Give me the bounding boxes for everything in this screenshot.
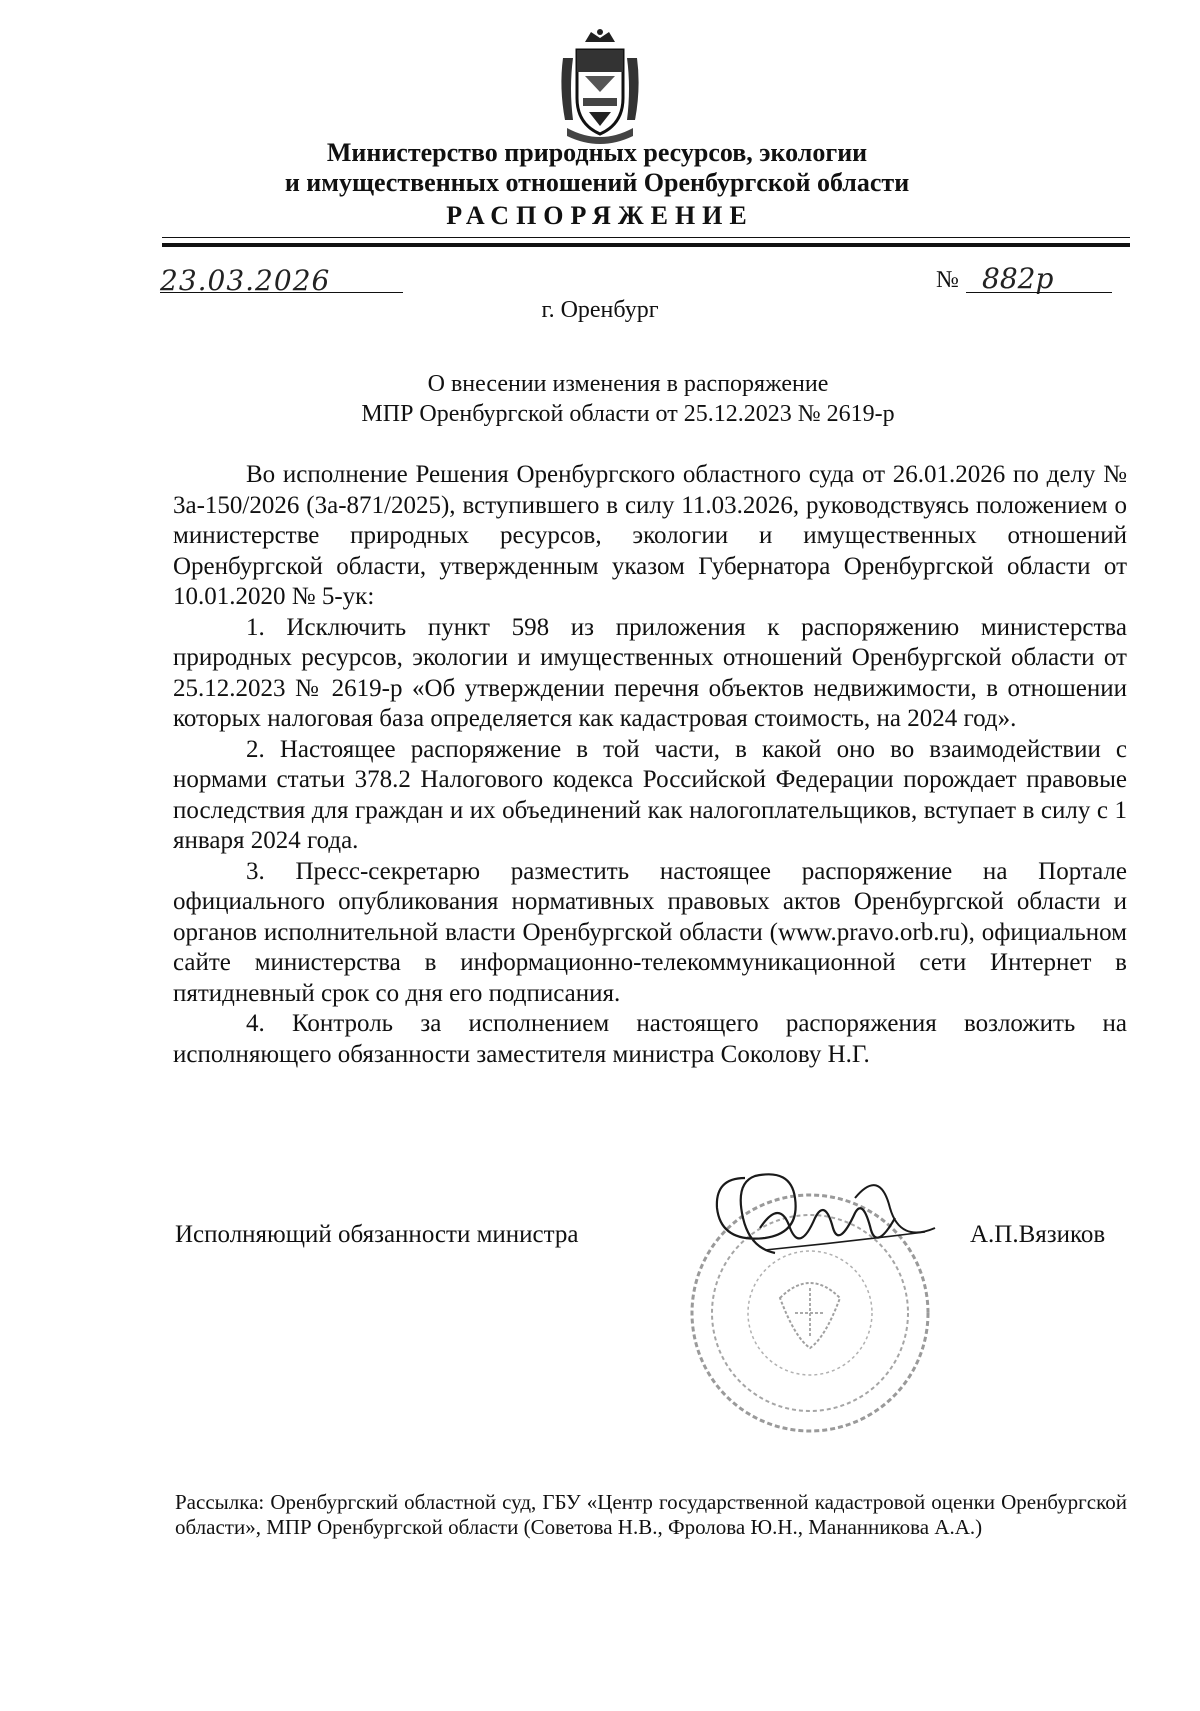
- subject-line2: МПР Оренбургской области от 25.12.2023 № 2619-р: [361, 401, 895, 427]
- header-divider-thin: [162, 237, 1130, 238]
- distribution-list: Рассылка: Оренбургский областной суд, ГБУ «Центр государственной кадастровой оценки Оренбургской области», МПР Оренбургской области (Советова Н.В., Фролова Ю.Н., Мананникова А.А.): [175, 1490, 1127, 1539]
- handwritten-date: 23.03.2026: [160, 264, 331, 297]
- clause-1: 1. Исключить пункт 598 из приложения к распоряжению министерства природных ресурсов, экологии и имущественных отношений Оренбургской области от 25.12.2023 № 2619-р «Об утверждении перечня объектов недвижимости, в отношении которых налоговая база определяется как кадастровая стоимость, на 2024 год».: [173, 613, 1127, 732]
- ministry-name-line1: Министерство природных ресурсов, экологии: [326, 138, 868, 167]
- header-divider-thick: [162, 243, 1130, 247]
- handwritten-signature: [705, 1158, 950, 1278]
- city: г. Оренбург: [541, 297, 659, 323]
- date-underline: [160, 292, 403, 293]
- subject-line1: О внесении изменения в распоряжение: [427, 371, 829, 397]
- clause-3: 3. Пресс-секретарю разместить настоящее распоряжение на Портале официального опубликования нормативных правовых актов Оренбургской области и органов исполнительной власти Оренбургской области (www.pravo.orb.ru), официальном сайте министерства в информационно-телекоммуникационной сети Интернет в пятидневный срок со дня его подписания.: [173, 857, 1127, 1007]
- number-label: №: [936, 267, 959, 293]
- clause-2: 2. Настоящее распоряжение в той части, в какой оно во взаимодействии с нормами статьи 378.2 Налогового кодекса Российской Федерации порождает правовые последствия для граждан и их объединений как налогоплательщиков, вступает в силу с 1 января 2024 года.: [173, 735, 1127, 854]
- preamble-paragraph: Во исполнение Решения Оренбургского областного суда от 26.01.2026 по делу № 3а-150/2026 (3а-871/2025), вступившего в силу 11.03.2026, руководствуясь положением о министерстве природных ресурсов, экологии и имущественных отношений Оренбургской области, утвержденным указом Губернатора Оренбургской области от 10.01.2020 № 5-ук:: [173, 461, 1127, 610]
- coat-of-arms-emblem: [555, 28, 645, 144]
- signer-name: А.П.Вязиков: [970, 1221, 1106, 1248]
- clause-4: 4. Контроль за исполнением настоящего распоряжения возложить на исполняющего обязанности заместителя министра Соколову Н.Г.: [173, 1010, 1127, 1068]
- handwritten-number: 882р: [982, 262, 1054, 295]
- document-type-title: РАСПОРЯЖЕНИЕ: [446, 201, 754, 230]
- ministry-name-line2: и имущественных отношений Оренбургской области: [284, 168, 910, 197]
- number-underline: [966, 292, 1112, 293]
- signer-position: Исполняющий обязанности министра: [175, 1221, 579, 1248]
- document-body: [173, 460, 1127, 1070]
